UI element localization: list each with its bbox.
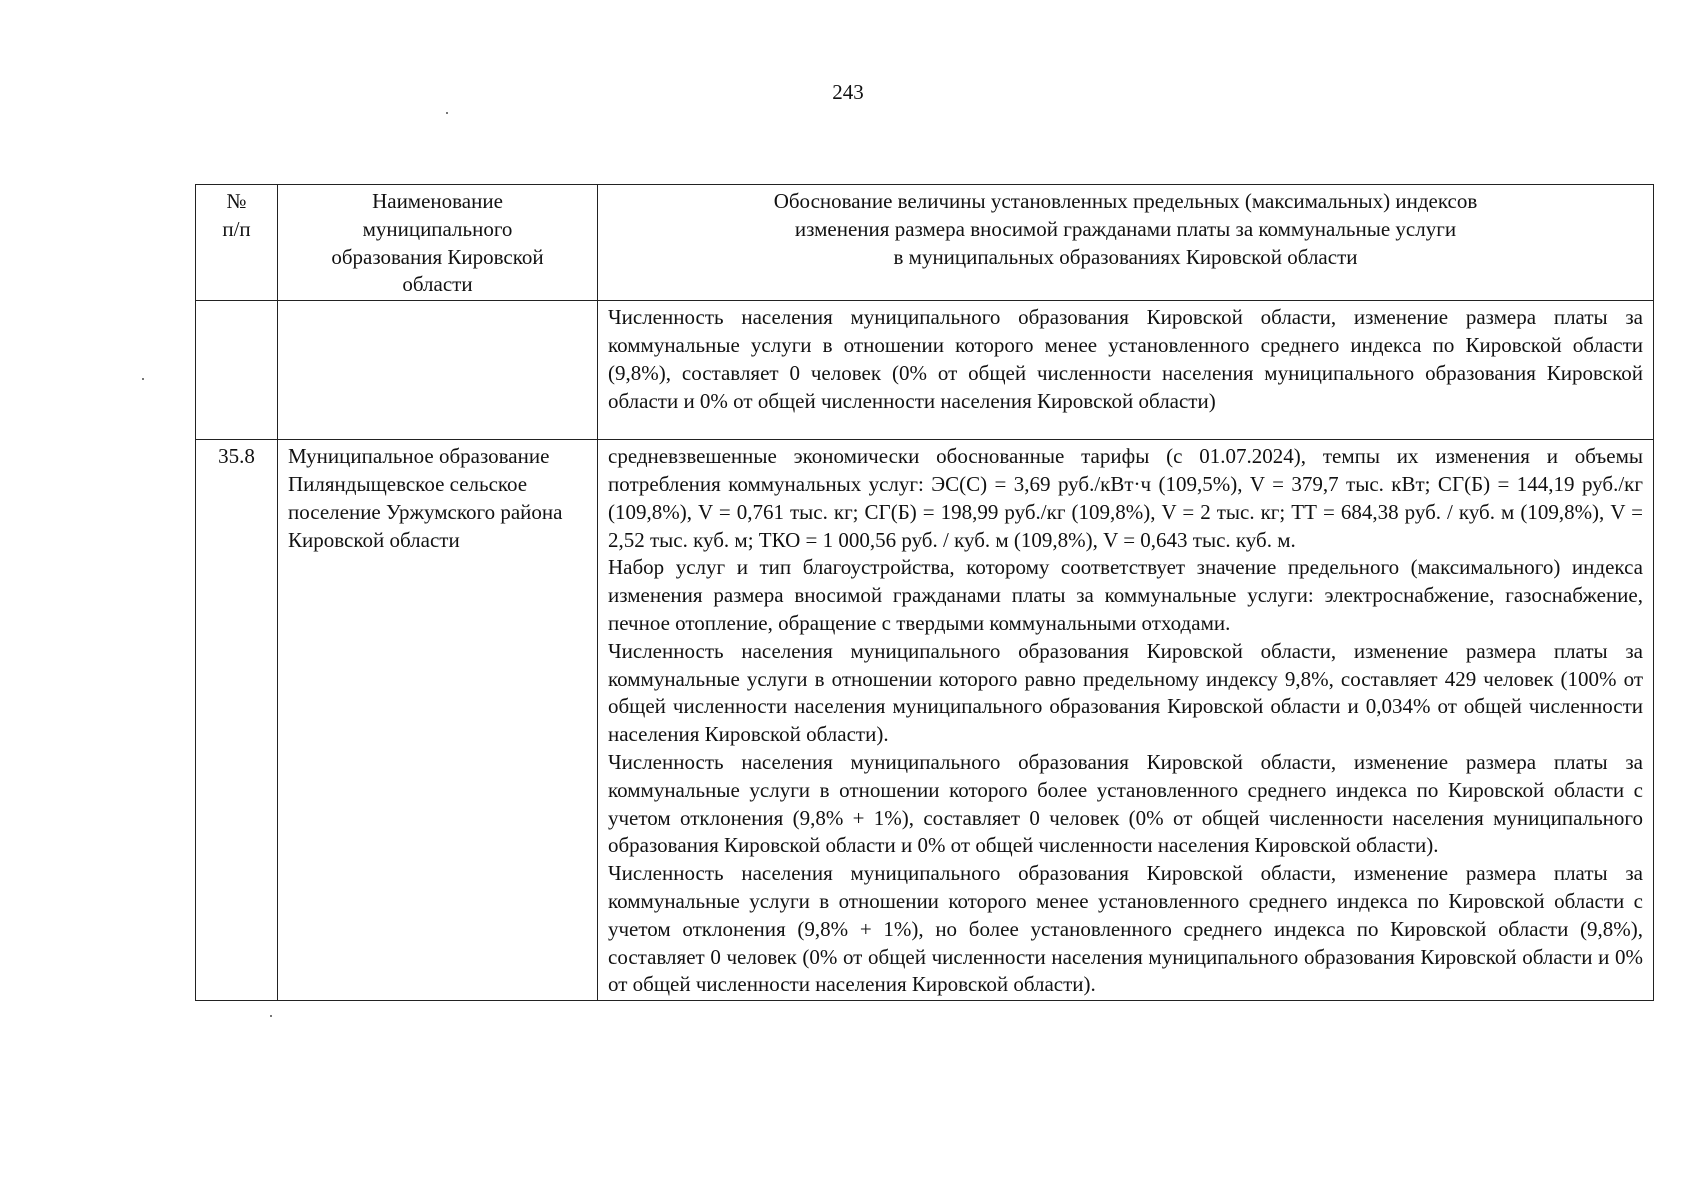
header-municipality-name: Наименование муниципального образования Кировской области [278,185,598,301]
row-justification [598,440,1654,1001]
row-municipality-name: Муниципальное образование Пиляндыщевское сельское поселение Уржумского района Кировской области [278,440,598,1001]
justification-paragraph: Численность населения муниципального образования Кировской области, изменение размера платы за коммунальные услуги в отношении которого менее установленного среднего индекса по Кировской области (9,8%), составляет 0 человек (0% от общей численности населения муниципального образования Кировской области и 0% от общей численности населения Кировской области) [608,305,1643,413]
justification-paragraph: средневзвешенные экономически обоснованные тарифы (с 01.07.2024), темпы их изменения и объемы потребления коммунальных услуг: ЭС(С) = 3,69 руб./кВт·ч (109,5%), V = 379,7 тыс. кВт; СГ(Б) = 144,19 руб./кг (109,8%), V = 0,761 тыс. кг; СГ(Б) = 198,99 руб./кг (109,8%), V = 2 тыс. кг; ТТ = 684,38 руб. / куб. м (109,8%), V = 2,52 тыс. куб. м; ТКО = 1 000,56 руб. / куб. м (109,8%), V = 0,643 тыс. куб. м. [608,444,1643,552]
table-row [196,440,1654,1001]
scan-speck [446,112,448,114]
justification-paragraph: Численность населения муниципального образования Кировской области, изменение размера платы за коммунальные услуги в отношении которого более установленного среднего индекса по Кировской области с учетом отклонения (9,8% + 1%), составляет 0 человек (0% от общей численности населения муниципального образования Кировской области и 0% от общей численности населения Кировской области). [608,749,1643,858]
row-num [196,301,278,440]
justification-paragraph: Численность населения муниципального образования Кировской области, изменение размера платы за коммунальные услуги в отношении которого менее установленного среднего индекса по Кировской области с учетом отклонения (9,8% + 1%), но более установленного среднего индекса по Кировской области (9,8%), составляет 0 человек (0% от общей численности населения муниципального образования Кировской области и 0% от общей численности населения Кировской области). [608,861,1643,997]
scan-speck [142,378,144,380]
justification-paragraph: Набор услуг и тип благоустройства, которому соответствует значение предельного (максимального) индекса изменения размера вносимой гражданами платы за коммунальные услуги: электроснабжение, газоснабжение, печное отопление, обращение с твердыми коммунальными отходами. [608,555,1643,635]
table-row [196,301,1654,440]
header-num: № п/п [196,185,278,301]
header-justification: Обоснование величины установленных предельных (максимальных) индексов изменения размера вносимой гражданами платы за коммунальные услуги в муниципальных образованиях Кировской области [598,185,1654,301]
justification-paragraph: Численность населения муниципального образования Кировской области, изменение размера платы за коммунальные услуги в отношении которого равно предельному индексу 9,8%, составляет 429 человек (100% от общей численности населения муниципального образования Кировской области и 0,034% от общей численности населения Кировской области). [608,638,1643,747]
scan-speck [270,1015,272,1017]
row-num: 35.8 [196,440,278,1001]
table-header-row [196,185,1654,301]
row-municipality-name [278,301,598,440]
row-justification [598,301,1654,440]
justification-table [195,184,1654,1001]
page-number: 243 [832,80,864,104]
